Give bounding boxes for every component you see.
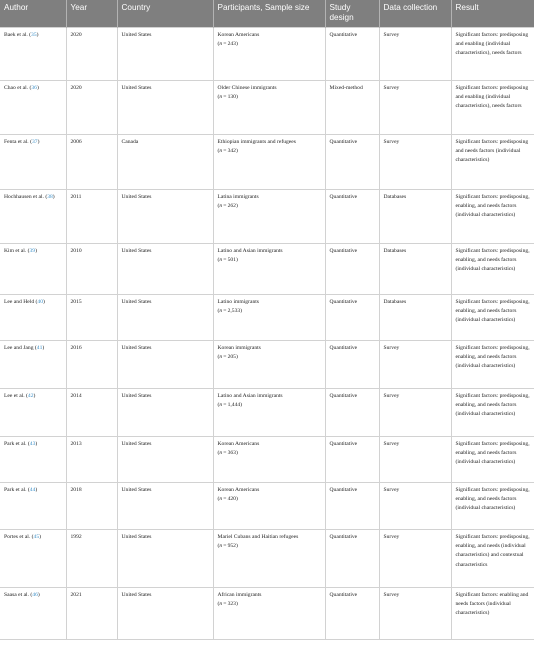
cell-design: Quantitative <box>325 530 379 588</box>
header-participants: Participants, Sample size <box>213 0 325 28</box>
author-name: Fenta et al. ( <box>4 139 32 145</box>
author-name: Kim et al. ( <box>4 248 30 254</box>
sample-size-value: 501 <box>227 257 236 264</box>
author-close: ) <box>39 534 41 540</box>
participant-group: Mariel Cubans and Haitian refugees <box>217 534 299 540</box>
cell-design: Quantitative <box>325 135 379 190</box>
citation-link[interactable]: 35 <box>31 32 37 38</box>
cell-result: Significant factors: predisposing, enabling, and needs factors (individual characteristics) <box>451 483 534 530</box>
cell-country: United States <box>117 81 213 135</box>
citation-link[interactable]: 38 <box>47 194 53 200</box>
participant-group: Latino and Asian immigrants <box>217 393 283 399</box>
citation-link[interactable]: 41 <box>36 345 43 351</box>
cell-year: 1992 <box>66 530 117 588</box>
header-result: Result <box>451 0 534 28</box>
citation-link[interactable]: 45 <box>33 534 40 540</box>
cell-data-collection: Survey <box>379 588 451 640</box>
sample-size-value: 205 <box>227 354 236 361</box>
cell-participants <box>213 244 325 295</box>
cell-design: Quantitative <box>325 190 379 244</box>
sample-size: (n = 323) <box>217 601 238 608</box>
cell-data-collection: Survey <box>379 437 451 483</box>
participant-group: Older Chinese immigrants <box>217 85 277 91</box>
header-author: Author <box>0 0 66 28</box>
cell-data-collection: Survey <box>379 135 451 190</box>
cell-year: 2015 <box>66 295 117 341</box>
author-name: Lee et al. ( <box>4 393 28 399</box>
citation-link[interactable]: 37 <box>31 139 38 145</box>
sample-size-value: 1,444 <box>227 402 241 409</box>
table-row <box>0 341 534 389</box>
author-close: ) <box>42 299 45 305</box>
cell-year: 2011 <box>66 190 117 244</box>
cell-data-collection: Survey <box>379 341 451 389</box>
table-row <box>0 190 534 244</box>
author-close: ) <box>35 248 37 254</box>
cell-year: 2020 <box>66 28 117 81</box>
cell-design: Quantitative <box>325 437 379 483</box>
cell-participants <box>213 389 325 437</box>
participant-group: Latina immigrants <box>217 194 259 200</box>
header-design: Study design <box>325 0 379 28</box>
header-year: Year <box>66 0 117 28</box>
sample-size-value: 342 <box>227 148 236 155</box>
participant-group: African immigrants <box>217 592 262 598</box>
cell-year: 2013 <box>66 437 117 483</box>
cell-result: Significant factors: predisposing, enabling, and needs factors (individual characteristics) <box>451 437 534 483</box>
cell-design: Quantitative <box>325 389 379 437</box>
sample-size-value: 243 <box>227 41 236 48</box>
author-name: Baek et al. ( <box>4 32 32 38</box>
author-close: ) <box>52 194 55 200</box>
cell-year: 2021 <box>66 588 117 640</box>
cell-result: Significant factors: predisposing and needs factors (individual characteristics) <box>451 135 534 190</box>
cell-participants <box>213 588 325 640</box>
cell-design: Mixed-method <box>325 81 379 135</box>
cell-country: United States <box>117 530 213 588</box>
cell-participants <box>213 28 325 81</box>
author-close: ) <box>35 441 38 447</box>
cell-country: United States <box>117 437 213 483</box>
sample-size: (n = 262) <box>217 203 238 210</box>
author-close: ) <box>36 85 39 91</box>
author-close: ) <box>36 32 39 38</box>
cell-country: United States <box>117 341 213 389</box>
cell-author <box>0 28 66 81</box>
cell-design: Quantitative <box>325 244 379 295</box>
cell-author <box>0 135 66 190</box>
cell-design: Quantitative <box>325 588 379 640</box>
cell-participants <box>213 81 325 135</box>
header-row <box>0 0 534 28</box>
participant-group: Latino immigrants <box>217 299 259 305</box>
cell-country: United States <box>117 483 213 530</box>
cell-participants <box>213 483 325 530</box>
sample-size: (n = 420) <box>217 496 238 503</box>
cell-participants <box>213 437 325 483</box>
cell-data-collection: Databases <box>379 295 451 341</box>
cell-country: United States <box>117 244 213 295</box>
author-name: Chao et al. ( <box>4 85 32 91</box>
cell-data-collection: Databases <box>379 190 451 244</box>
cell-year: 2010 <box>66 244 117 295</box>
sample-size: (n = 952) <box>217 543 238 550</box>
cell-participants <box>213 135 325 190</box>
participant-group: Korean Americans <box>217 441 260 447</box>
table-row <box>0 483 534 530</box>
cell-country: United States <box>117 295 213 341</box>
cell-result: Significant factors: predisposing, enabling, and needs factors (individual characteristics) <box>451 389 534 437</box>
cell-author <box>0 483 66 530</box>
cell-year: 2018 <box>66 483 117 530</box>
cell-author <box>0 389 66 437</box>
citation-link[interactable]: 43 <box>29 441 36 447</box>
author-close: ) <box>33 393 36 399</box>
cell-participants <box>213 530 325 588</box>
participant-group: Korean Americans <box>217 487 260 493</box>
cell-data-collection: Survey <box>379 28 451 81</box>
sample-size: (n = 205) <box>217 354 238 361</box>
participant-group: Korean immigrants <box>217 345 261 351</box>
cell-result: Significant factors: predisposing and enabling (individual characteristics), needs factors <box>451 28 534 81</box>
sample-size: (n = 501) <box>217 257 238 264</box>
table-row <box>0 135 534 190</box>
cell-country: Canada <box>117 135 213 190</box>
header-data-collection: Data collection <box>379 0 451 28</box>
sample-size: (n = 243) <box>217 41 238 48</box>
cell-year: 2016 <box>66 341 117 389</box>
participant-group: Latino and Asian immigrants <box>217 248 283 254</box>
participant-group: Korean Americans <box>217 32 260 38</box>
citation-link[interactable]: 44 <box>29 487 36 493</box>
table-row <box>0 28 534 81</box>
cell-author <box>0 588 66 640</box>
sample-size: (n = 130) <box>217 94 238 101</box>
cell-author <box>0 530 66 588</box>
cell-data-collection: Survey <box>379 389 451 437</box>
table-row <box>0 530 534 588</box>
cell-data-collection: Survey <box>379 483 451 530</box>
author-name: Lee and Held ( <box>4 299 38 305</box>
cell-design: Quantitative <box>325 341 379 389</box>
citation-link[interactable]: 40 <box>37 299 43 305</box>
sample-size-value: 323 <box>227 601 236 608</box>
sample-size: (n = 363) <box>217 450 238 457</box>
cell-design: Quantitative <box>325 28 379 81</box>
author-close: ) <box>35 487 38 493</box>
sample-size-value: 130 <box>227 94 236 101</box>
cell-author <box>0 81 66 135</box>
sample-size-value: 2,533 <box>227 308 241 315</box>
author-name: Park et al. ( <box>4 441 30 447</box>
cell-result: Significant factors: predisposing, enabling, and needs (individual characteristics) and contextual characteristics <box>451 530 534 588</box>
sample-size-value: 952 <box>227 543 236 550</box>
sample-size-value: 262 <box>227 203 236 210</box>
cell-data-collection: Survey <box>379 81 451 135</box>
citation-link[interactable]: 36 <box>31 85 37 91</box>
cell-participants <box>213 190 325 244</box>
cell-year: 2020 <box>66 81 117 135</box>
cell-author <box>0 437 66 483</box>
author-close: ) <box>42 345 45 351</box>
sample-size: (n = 2,533) <box>217 308 243 315</box>
table-row <box>0 244 534 295</box>
citation-link[interactable]: 39 <box>29 248 36 254</box>
cell-author <box>0 190 66 244</box>
author-name: Saasa et al. ( <box>4 592 33 598</box>
cell-design: Quantitative <box>325 483 379 530</box>
cell-participants <box>213 341 325 389</box>
table-header <box>0 0 534 28</box>
sample-size: (n = 342) <box>217 148 238 155</box>
cell-result: Significant factors: predisposing, enabling, and needs factors (individual characteristics) <box>451 341 534 389</box>
table-row <box>0 389 534 437</box>
participant-group: Ethiopian immigrants and refugees <box>217 139 296 145</box>
table-body <box>0 28 534 640</box>
author-close: ) <box>37 592 40 598</box>
table-row <box>0 437 534 483</box>
cell-data-collection: Survey <box>379 530 451 588</box>
author-name: Portes et al. ( <box>4 534 34 540</box>
cell-year: 2014 <box>66 389 117 437</box>
citation-link[interactable]: 42 <box>27 393 34 399</box>
table-row <box>0 81 534 135</box>
table-row <box>0 295 534 341</box>
sample-size: (n = 1,444) <box>217 402 243 409</box>
cell-data-collection: Databases <box>379 244 451 295</box>
author-name: Hochhausen et al. ( <box>4 194 48 200</box>
sample-size-value: 363 <box>227 450 236 457</box>
cell-country: United States <box>117 389 213 437</box>
citation-link[interactable]: 46 <box>32 592 38 598</box>
author-name: Lee and Jang ( <box>4 345 37 351</box>
cell-author <box>0 295 66 341</box>
cell-result: Significant factors: predisposing, enabling, and needs factors (individual characteristics) <box>451 295 534 341</box>
cell-result: Significant factors: predisposing, enabling, and needs factors (individual characteristics) <box>451 244 534 295</box>
cell-result: Significant factors: enabling and needs factors (individual characteristics) <box>451 588 534 640</box>
table-row <box>0 588 534 640</box>
cell-country: United States <box>117 588 213 640</box>
cell-author <box>0 341 66 389</box>
cell-country: United States <box>117 28 213 81</box>
cell-result: Significant factors: predisposing, enabling, and needs factors (individual characteristics) <box>451 190 534 244</box>
cell-author <box>0 244 66 295</box>
header-country: Country <box>117 0 213 28</box>
cell-participants <box>213 295 325 341</box>
author-name: Park et al. ( <box>4 487 30 493</box>
sample-size-value: 420 <box>227 496 236 503</box>
cell-result: Significant factors: predisposing and enabling (individual characteristics), needs factors <box>451 81 534 135</box>
cell-year: 2006 <box>66 135 117 190</box>
author-close: ) <box>37 139 40 145</box>
cell-country: United States <box>117 190 213 244</box>
cell-design: Quantitative <box>325 295 379 341</box>
